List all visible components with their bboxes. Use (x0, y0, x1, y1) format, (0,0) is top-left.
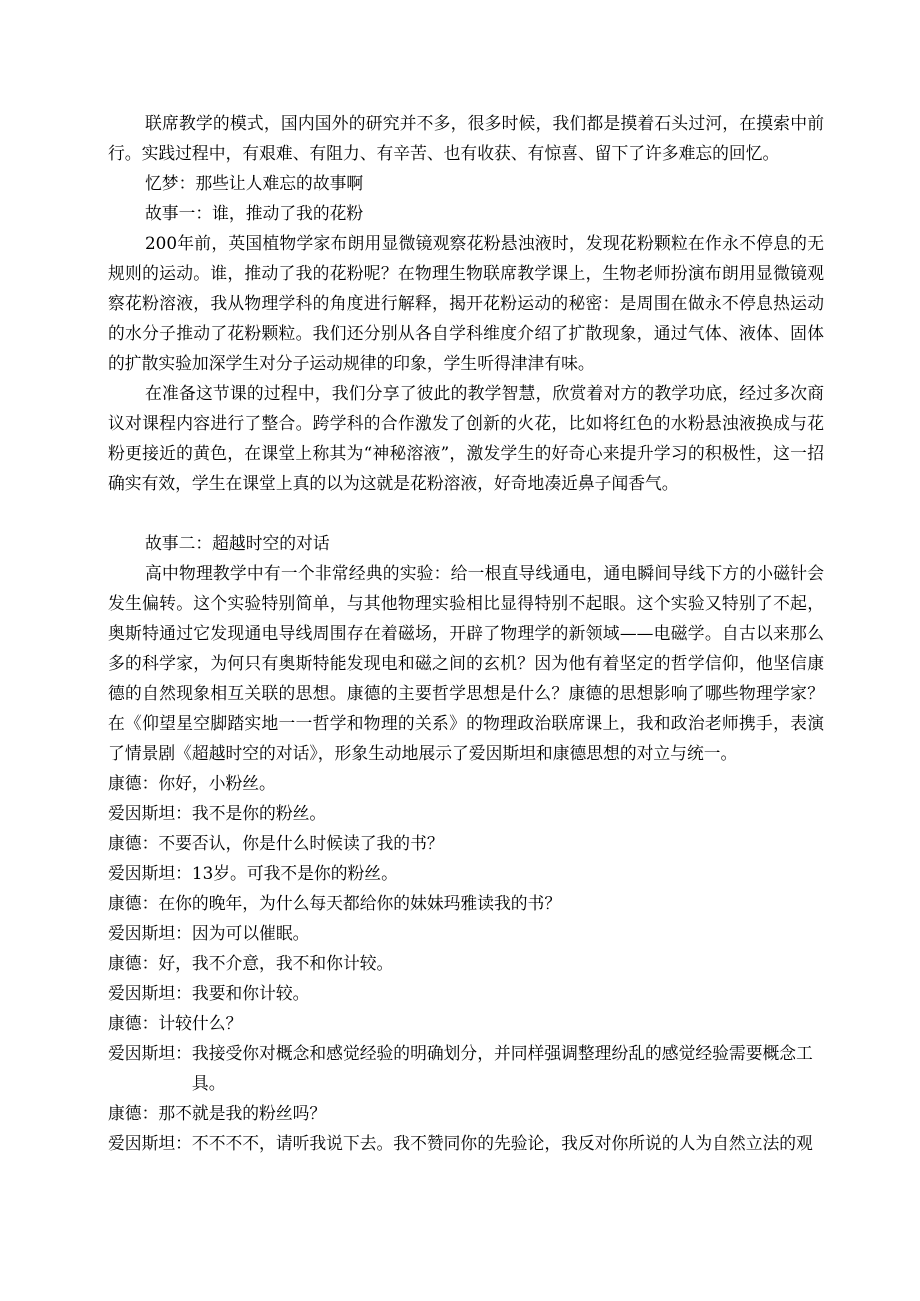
speaker: 爱因斯坦： (108, 1043, 192, 1063)
blank-line (108, 498, 824, 528)
dialogue-line (108, 768, 824, 798)
speaker: 康德： (108, 893, 159, 913)
section-title: 忆梦：那些让人难忘的故事啊 (145, 173, 364, 193)
dialogue-line (108, 828, 824, 858)
speaker: 爱因斯坦： (108, 863, 192, 883)
speaker: 爱因斯坦： (108, 923, 192, 943)
story1-paragraph-1: 200年前，英国植物学家布朗用显微镜观察花粉悬浊液时，发现花粉颗粒在作永不停息的无规则的运动。谁，推动了我的花粉呢？在物理生物联席教学课上，生物老师扮演布朗用显微镜观察花粉溶液，我从物理学科的角度进行解释，揭开花粉运动的秘密：是周围在做永不停息热运动的水分子推动了花粉颗粒。我们还分别从各自学科维度介绍了扩散现象，通过气体、液体、固体的扩散实验加深学生对分子运动规律的印象，学生听得津津有味。 (108, 233, 824, 373)
dialogue-text: 在你的晚年，为什么每天都给你的妹妹玛雅读我的书？ (158, 893, 562, 913)
document-page (108, 108, 824, 1158)
intro-paragraph: 联席教学的模式，国内国外的研究并不多，很多时候，我们都是摸着石头过河，在摸索中前行。实践过程中，有艰难、有阻力、有辛苦、也有收获、有惊喜、留下了许多难忘的回忆。 (108, 113, 824, 163)
speaker: 康德： (108, 1013, 159, 1033)
speaker: 康德： (108, 1103, 159, 1123)
story1-paragraph-2: 在准备这节课的过程中，我们分享了彼此的教学智慧，欣赏着对方的教学功底，经过多次商议对课程内容进行了整合。跨学科的合作激发了创新的火花，比如将红色的水粉悬浊液换成与花粉更接近的黄色，在课堂上称其为“神秘溶液”，激发学生的好奇心来提升学习的积极性，这一招确实有效，学生在课堂上真的以为这就是花粉溶液，好奇地凑近鼻子闻香气。 (108, 383, 824, 493)
dialogue-line (108, 888, 824, 918)
dialogue-text: 我接受你对概念和感觉经验的明确划分，并同样强调整理纷乱的感觉经验需要概念工具。 (191, 1043, 813, 1093)
speaker: 爱因斯坦： (108, 983, 192, 1003)
dialogue-line (108, 978, 824, 1008)
dialogue-line (108, 1038, 824, 1098)
dialogue-line (108, 1128, 824, 1158)
speaker: 康德： (108, 833, 159, 853)
dialogue-text: 不要否认，你是什么时候读了我的书？ (158, 833, 444, 853)
speaker: 康德： (108, 773, 159, 793)
dialogue-line (108, 1098, 824, 1128)
dialogue-line (108, 948, 824, 978)
dialogue-line (108, 918, 824, 948)
dialogue-text: 好，我不介意，我不和你计较。 (158, 953, 394, 973)
dialogue-line (108, 798, 824, 828)
dialogue-text: 因为可以催眠。 (191, 923, 310, 943)
dialogue-text: 不不不不，请听我说下去。我不赞同你的先验论，我反对你所说的人为自然立法的观 (191, 1133, 813, 1153)
speaker: 爱因斯坦： (108, 1133, 192, 1153)
speaker: 爱因斯坦： (108, 803, 192, 823)
dialogue-text: 我要和你计较。 (191, 983, 310, 1003)
dialogue-text: 你好，小粉丝。 (158, 773, 276, 793)
story2-paragraph-1: 高中物理教学中有一个非常经典的实验：给一根直导线通电，通电瞬间导线下方的小磁针会发生偏转。这个实验特别简单，与其他物理实验相比显得特别不起眼。这个实验又特别了不起，奥斯特通过它发现通电导线周围存在着磁场，开辟了物理学的新领域——电磁学。自古以来那么多的科学家，为何只有奥斯特能发现电和磁之间的玄机？因为他有着坚定的哲学信仰，他坚信康德的自然现象相互关联的思想。康德的主要哲学思想是什么？康德的思想影响了哪些物理学家？在《仰望星空脚踏实地一一哲学和物理的关系》的物理政治联席课上，我和政治老师携手，表演了情景剧《超越时空的对话》，形象生动地展示了爱因斯坦和康德思想的对立与统一。 (108, 563, 824, 763)
dialogue-line (108, 1008, 824, 1038)
story1-title: 故事一：谁，推动了我的花粉 (145, 203, 364, 223)
dialogue-text: 13岁。可我不是你的粉丝。 (191, 863, 398, 883)
dialogue-text: 我不是你的粉丝。 (191, 803, 327, 823)
dialogue-text: 那不就是我的粉丝吗？ (158, 1103, 327, 1123)
dialogue (108, 768, 824, 1158)
dialogue-line (108, 858, 824, 888)
story2-title: 故事二：超越时空的对话 (145, 533, 330, 553)
speaker: 康德： (108, 953, 159, 973)
dialogue-text: 计较什么？ (158, 1013, 243, 1033)
